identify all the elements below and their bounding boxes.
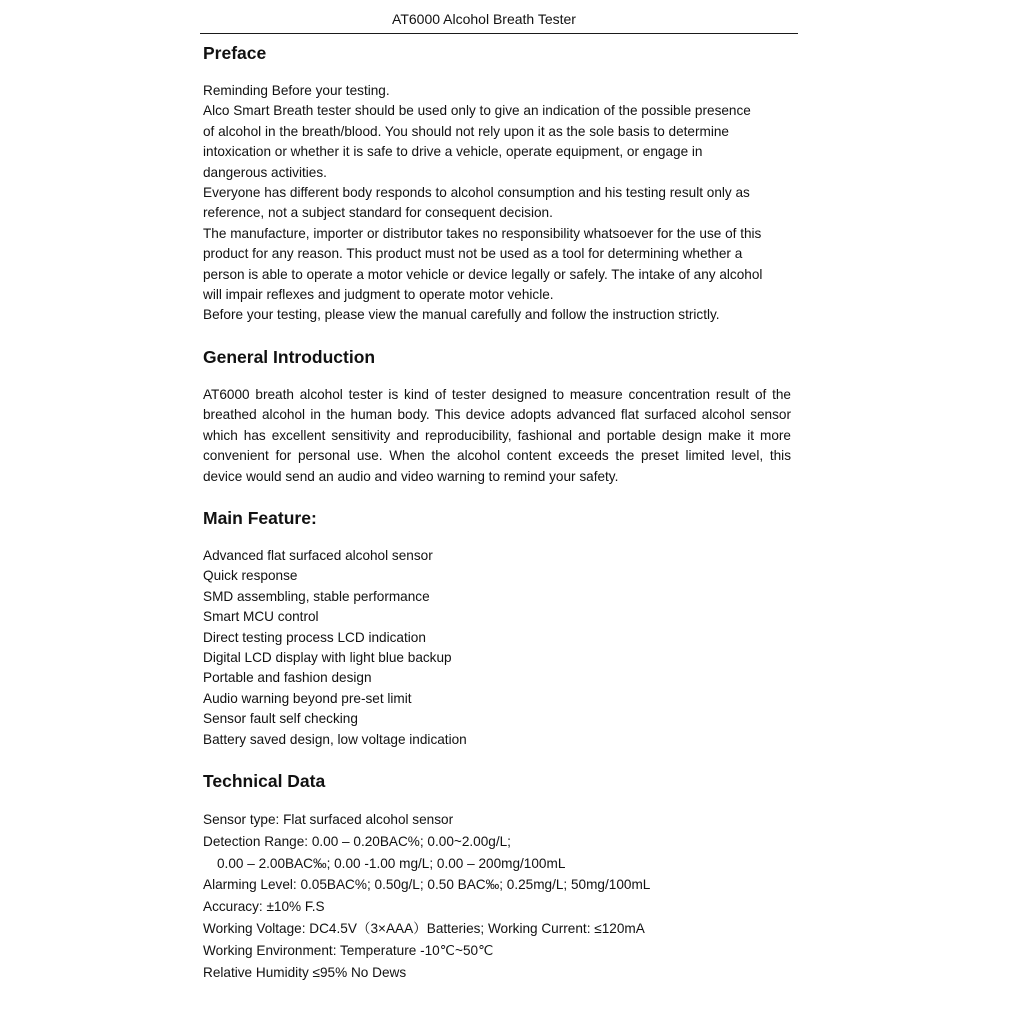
- preface-line: person is able to operate a motor vehicle or device legally or safely. The intake of any alcohol: [203, 266, 763, 282]
- feature-item: Quick response: [203, 568, 298, 584]
- general-introduction-body: AT6000 breath alcohol tester is kind of tester designed to measure concentration result of the breathed alcohol in the human body. This device adopts advanced flat surfaced alcohol sensor which has excellent sensitivity and reproducibility, fashional and portable design make it more convenient for personal use. When the alcohol content exceeds the preset limited level, this device would send an audio and video warning to remind your safety.: [203, 386, 791, 484]
- feature-item: Portable and fashion design: [203, 670, 372, 686]
- preface-line: The manufacture, importer or distributor takes no responsibility whatsoever for the use of this: [203, 225, 762, 241]
- preface-line: Everyone has different body responds to alcohol consumption and his testing result only as: [203, 185, 750, 201]
- preface-line: Before your testing, please view the manual carefully and follow the instruction strictly.: [203, 307, 720, 323]
- page-content: [203, 40, 791, 983]
- relative-humidity-spec: Relative Humidity ≤95% No Dews: [203, 964, 407, 980]
- working-voltage-spec: Working Voltage: DC4.5V（3×AAA）Batteries; Working Current: ≤120mA: [203, 920, 645, 936]
- feature-list: [203, 546, 791, 750]
- feature-item: Sensor fault self checking: [203, 711, 358, 727]
- preface-line: Reminding Before your testing.: [203, 83, 390, 98]
- main-feature-section: [203, 505, 791, 750]
- preface-line: reference, not a subject standard for consequent decision.: [203, 205, 553, 221]
- document-title: AT6000 Alcohol Breath Tester: [392, 11, 576, 27]
- general-introduction-section: [203, 344, 791, 487]
- technical-data-heading: Technical Data: [203, 770, 326, 791]
- preface-line: Alco Smart Breath tester should be used only to give an indication of the possible presence: [203, 103, 751, 119]
- preface-line: will impair reflexes and judgment to operate motor vehicle.: [203, 287, 554, 303]
- feature-item: Advanced flat surfaced alcohol sensor: [203, 547, 433, 563]
- feature-item: SMD assembling, stable performance: [203, 588, 430, 604]
- accuracy-spec: Accuracy: ±10% F.S: [203, 899, 325, 915]
- general-introduction-heading: General Introduction: [203, 346, 376, 367]
- main-feature-heading: Main Feature:: [203, 507, 317, 528]
- detection-range-spec: Detection Range: 0.00 – 0.20BAC%; 0.00~2.00g/L;: [203, 833, 511, 849]
- preface-section: [203, 40, 791, 326]
- feature-item: Digital LCD display with light blue backup: [203, 649, 452, 665]
- feature-item: Direct testing process LCD indication: [203, 629, 426, 645]
- preface-body: [203, 81, 791, 326]
- technical-data-section: [203, 768, 791, 983]
- preface-line: of alcohol in the breath/blood. You should not rely upon it as the sole basis to determine: [203, 123, 729, 139]
- alarming-level-spec: Alarming Level: 0.05BAC%; 0.50g/L; 0.50 BAC‰; 0.25mg/L; 50mg/100mL: [203, 877, 651, 893]
- detection-range-spec-continued: 0.00 – 2.00BAC‰; 0.00 -1.00 mg/L; 0.00 – 200mg/100mL: [217, 855, 566, 871]
- feature-item: Battery saved design, low voltage indication: [203, 731, 467, 747]
- preface-line: dangerous activities.: [203, 164, 327, 180]
- feature-item: Smart MCU control: [203, 609, 319, 625]
- sensor-type-spec: Sensor type: Flat surfaced alcohol sensor: [203, 811, 454, 827]
- working-environment-spec: Working Environment: Temperature -10℃~50℃: [203, 942, 494, 958]
- preface-line: intoxication or whether it is safe to drive a vehicle, operate equipment, or engage in: [203, 144, 703, 160]
- running-header: [200, 8, 798, 34]
- preface-line: product for any reason. This product must not be used as a tool for determining whether a: [203, 246, 743, 262]
- preface-heading: Preface: [203, 43, 267, 63]
- feature-item: Audio warning beyond pre-set limit: [203, 690, 412, 706]
